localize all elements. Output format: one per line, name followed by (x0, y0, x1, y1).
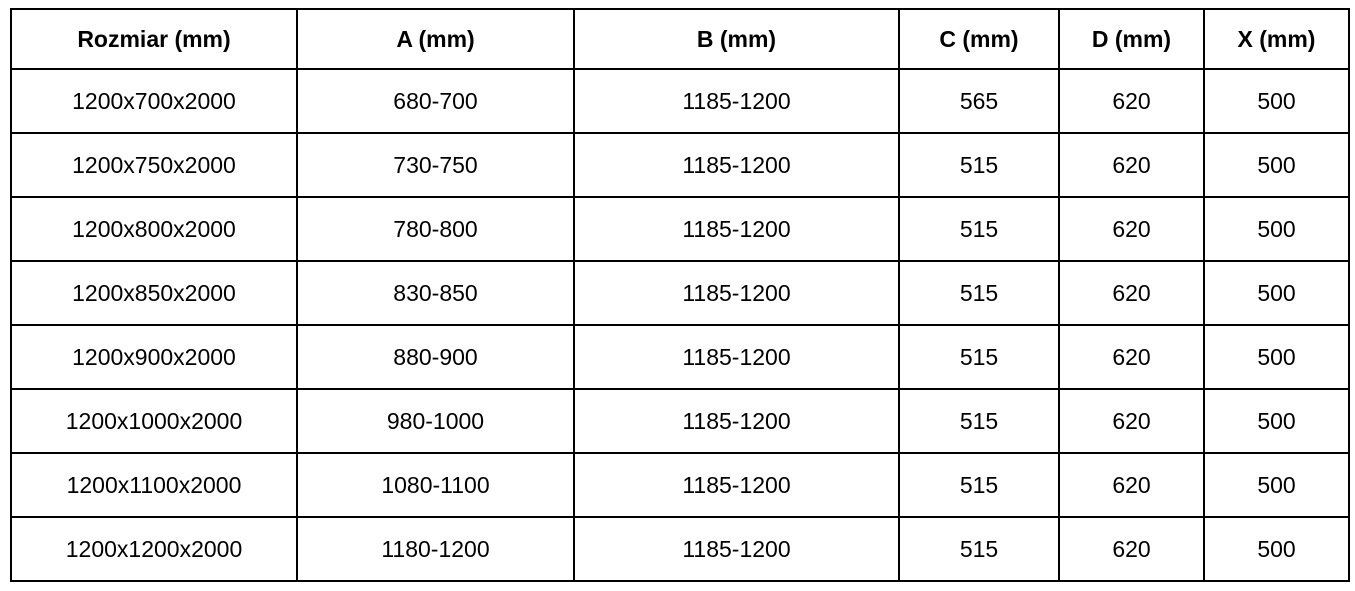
cell-d: 620 (1059, 453, 1204, 517)
cell-c: 515 (899, 453, 1059, 517)
cell-x: 500 (1204, 261, 1349, 325)
column-header-x: X (mm) (1204, 9, 1349, 69)
table-header (11, 9, 1349, 69)
cell-c: 565 (899, 69, 1059, 133)
cell-d: 620 (1059, 197, 1204, 261)
cell-a: 780-800 (297, 197, 574, 261)
cell-c: 515 (899, 517, 1059, 581)
cell-rozmiar: 1200x900x2000 (11, 325, 297, 389)
cell-a: 1080-1100 (297, 453, 574, 517)
cell-x: 500 (1204, 325, 1349, 389)
cell-x: 500 (1204, 133, 1349, 197)
cell-b: 1185-1200 (574, 517, 899, 581)
cell-a: 980-1000 (297, 389, 574, 453)
cell-x: 500 (1204, 389, 1349, 453)
cell-d: 620 (1059, 133, 1204, 197)
cell-c: 515 (899, 325, 1059, 389)
cell-b: 1185-1200 (574, 133, 899, 197)
cell-c: 515 (899, 133, 1059, 197)
cell-x: 500 (1204, 197, 1349, 261)
cell-b: 1185-1200 (574, 325, 899, 389)
cell-a: 1180-1200 (297, 517, 574, 581)
cell-d: 620 (1059, 389, 1204, 453)
table-row (11, 389, 1349, 453)
column-header-rozmiar: Rozmiar (mm) (11, 9, 297, 69)
table-row (11, 197, 1349, 261)
column-header-d: D (mm) (1059, 9, 1204, 69)
cell-c: 515 (899, 261, 1059, 325)
column-header-b: B (mm) (574, 9, 899, 69)
cell-rozmiar: 1200x700x2000 (11, 69, 297, 133)
cell-a: 880-900 (297, 325, 574, 389)
dimensions-table (10, 8, 1350, 582)
cell-rozmiar: 1200x1100x2000 (11, 453, 297, 517)
cell-rozmiar: 1200x850x2000 (11, 261, 297, 325)
cell-rozmiar: 1200x800x2000 (11, 197, 297, 261)
table-row (11, 69, 1349, 133)
cell-rozmiar: 1200x750x2000 (11, 133, 297, 197)
cell-a: 680-700 (297, 69, 574, 133)
cell-x: 500 (1204, 517, 1349, 581)
table-body (11, 69, 1349, 581)
cell-a: 830-850 (297, 261, 574, 325)
cell-x: 500 (1204, 453, 1349, 517)
cell-b: 1185-1200 (574, 197, 899, 261)
cell-d: 620 (1059, 325, 1204, 389)
cell-b: 1185-1200 (574, 389, 899, 453)
cell-d: 620 (1059, 69, 1204, 133)
cell-rozmiar: 1200x1000x2000 (11, 389, 297, 453)
table-row (11, 133, 1349, 197)
table-row (11, 453, 1349, 517)
table-row (11, 261, 1349, 325)
table-row (11, 325, 1349, 389)
cell-rozmiar: 1200x1200x2000 (11, 517, 297, 581)
cell-d: 620 (1059, 517, 1204, 581)
table-row (11, 517, 1349, 581)
cell-b: 1185-1200 (574, 261, 899, 325)
cell-c: 515 (899, 389, 1059, 453)
cell-b: 1185-1200 (574, 69, 899, 133)
cell-a: 730-750 (297, 133, 574, 197)
cell-x: 500 (1204, 69, 1349, 133)
column-header-a: A (mm) (297, 9, 574, 69)
cell-c: 515 (899, 197, 1059, 261)
column-header-c: C (mm) (899, 9, 1059, 69)
cell-b: 1185-1200 (574, 453, 899, 517)
header-row (11, 9, 1349, 69)
cell-d: 620 (1059, 261, 1204, 325)
